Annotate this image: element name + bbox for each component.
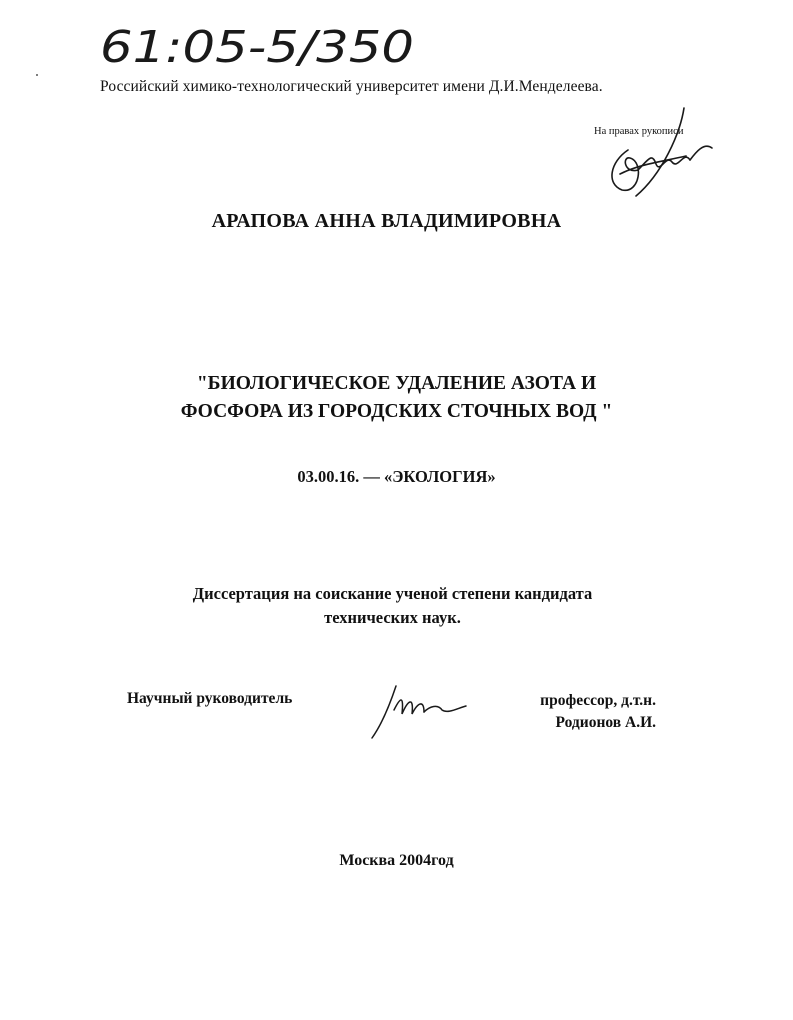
title-line-2: ФОСФОРА ИЗ ГОРОДСКИХ СТОЧНЫХ ВОД "	[180, 401, 613, 422]
signature-stroke	[394, 700, 424, 714]
signature-stroke	[372, 686, 396, 738]
dissertation-title	[0, 370, 793, 426]
signature-stroke	[636, 108, 684, 196]
manuscript-note: На правах рукописи	[594, 126, 684, 137]
signature-stroke	[638, 157, 690, 170]
supervisor-label: Научный руководитель	[127, 690, 293, 707]
signature-stroke	[690, 146, 712, 160]
place-year: Москва 2004год	[339, 852, 454, 869]
archive-number	[96, 14, 436, 74]
degree-line-1: Диссертация на соискание ученой степени кандидата	[192, 584, 593, 603]
supervisor-signature	[368, 680, 472, 742]
archive-number-handwriting	[96, 14, 436, 74]
author-name: АРАПОВА АННА ВЛАДИМИРОВНА	[211, 210, 562, 232]
signature-stroke	[612, 150, 638, 190]
supervisor-name: Родионов А.И.	[555, 714, 656, 731]
specialty-code: 03.00.16. — «ЭКОЛОГИЯ»	[297, 467, 496, 486]
supervisor-info	[460, 690, 656, 734]
scan-speck	[36, 74, 38, 76]
degree-line-2: технических наук.	[324, 608, 461, 627]
degree-statement	[0, 582, 789, 630]
author-signature	[600, 104, 720, 200]
title-line-1: "БИОЛОГИЧЕСКОЕ УДАЛЕНИЕ АЗОТА И	[196, 373, 597, 394]
supervisor-rank: профессор, д.т.н.	[540, 692, 656, 709]
archive-number-text: 61:05-5/350	[100, 22, 414, 73]
university-name: Российский химико-технологический университет имени Д.И.Менделеева.	[100, 78, 603, 95]
